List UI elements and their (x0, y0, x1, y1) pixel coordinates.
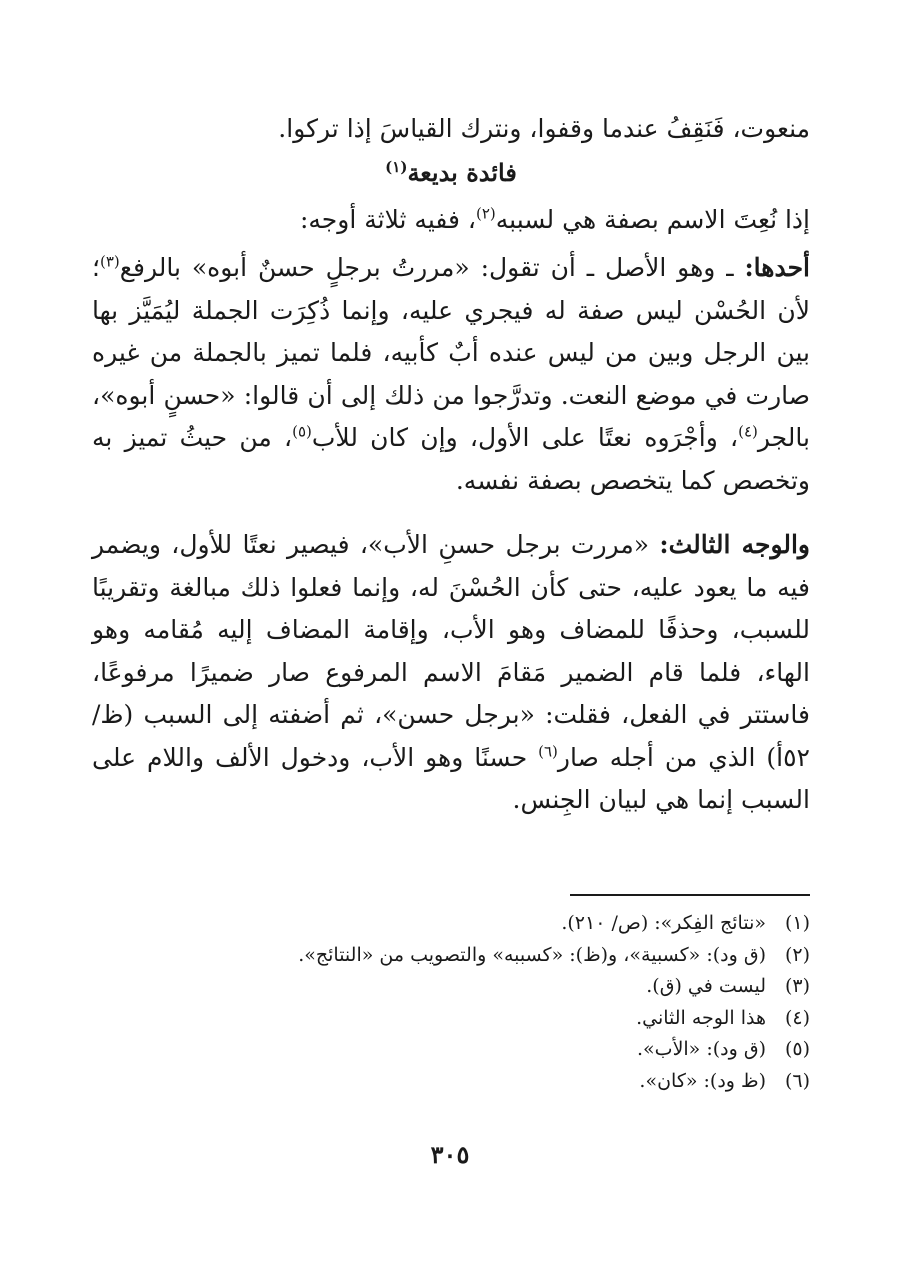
third-way-text-2: حسنًا وهو الأب، ودخول الألف واللام على السبب إنما هي لبيان الجِنس. (92, 742, 810, 814)
first-way-text-1: ـ وهو الأصل ـ أن تقول: «مررتُ برجلٍ حسنٌ أبوه» بالرفع (119, 253, 745, 282)
footnote-number: (٤) (784, 1006, 810, 1029)
footnote-number: (١) (784, 912, 810, 934)
footnote-divider (570, 894, 810, 896)
footnote-text: (ق ود): «كسبية»، و(ظ): «كسببه» والتصويب من «النتائج». (298, 943, 766, 966)
section-heading (92, 153, 810, 193)
footnote-item (92, 908, 810, 940)
footnote-item (92, 940, 810, 972)
third-way-paragraph (92, 524, 810, 822)
footnote-marker-2[interactable]: (٢) (475, 204, 496, 223)
page-number: ٣٠٥ (430, 1140, 470, 1169)
heading-text: فائدة بديعة (407, 157, 517, 187)
footnote-number: (٢) (784, 943, 810, 966)
first-way-lead: أحدها: (744, 253, 810, 282)
footnote-text: ليست في (ق). (646, 975, 766, 997)
first-way-text-3: ، وأجْرَوه نعتًا على الأول، وإن كان للأب (311, 423, 739, 452)
footnote-text: «نتائج الفِكر»: (ص/ ٢١٠). (561, 912, 766, 934)
intro-text-1: إذا نُعِتَ الاسم بصفة هي لسببه (495, 204, 810, 234)
footnote-item (92, 971, 810, 1003)
footnote-marker-3[interactable]: (٣) (99, 252, 120, 271)
third-way-text-1: «مررت برجل حسنِ الأب»، فيصير نعتًا للأول، ويضمر فيه ما يعود عليه، حتى كأن الحُسْنَ له، وإنما فعلوا ذلك مبالغة وتقريبًا للسبب، وحذفًا للمضاف وهو الأب، وإقامة المضاف إليه مُقامه وهو الهاء، فلما قام الضمير مَقامَ الاسم المرفوع صار ضميرًا مرفوعًا، فاستتر في الفعل، فقلت: «برجل حسن»، ثم أضفته إلى السبب (ظ/٥٢أ) الذي من أجله صار (92, 530, 810, 772)
first-way-paragraph (92, 247, 810, 502)
footnote-marker-4[interactable]: (٤) (738, 422, 758, 441)
footnotes-list (92, 908, 810, 1097)
first-way-text-2: ؛ لأن الحُسْن ليس صفة له فيجري عليه، وإنما ذُكِرَت الجملة ليُمَيَّز بها بين الرجل وبين من ليس عنده أبٌ كأبيه، فلما تميز بالجملة من غيره صارت في موضع النعت. وتدرَّجوا من ذلك إلى أن قالوا: «حسنٍ أبوه»، بالجر (92, 253, 810, 452)
footnote-marker-1[interactable]: (١) (385, 157, 408, 176)
third-way-lead: والوجه الثالث: (659, 530, 811, 559)
footnote-text: (ق ود): «الأب». (637, 1038, 766, 1060)
opening-line: منعوت، فَنَقِفُ عندما وقفوا، ونترك القياسَ إذا تركوا. (278, 114, 810, 143)
footnote-item (92, 1003, 810, 1035)
footnote-marker-5[interactable]: (٥) (292, 422, 312, 441)
first-way-text-4: ، من حيثُ تميز به وتخصص كما يتخصص بصفة نفسه. (92, 423, 810, 495)
intro-paragraph (92, 199, 810, 242)
footnote-number: (٦) (784, 1069, 810, 1092)
footnote-number: (٣) (784, 975, 810, 997)
footnote-item (92, 1034, 810, 1066)
footnote-item (92, 1066, 810, 1098)
footnote-number: (٥) (784, 1038, 810, 1060)
footnote-text: هذا الوجه الثاني. (636, 1006, 766, 1029)
footnote-text: (ظ ود): «كان». (639, 1069, 766, 1092)
footnote-marker-6[interactable]: (٦) (538, 742, 558, 761)
intro-text-2: ، ففيه ثلاثة أوجه: (299, 204, 476, 234)
page-body (92, 108, 810, 822)
